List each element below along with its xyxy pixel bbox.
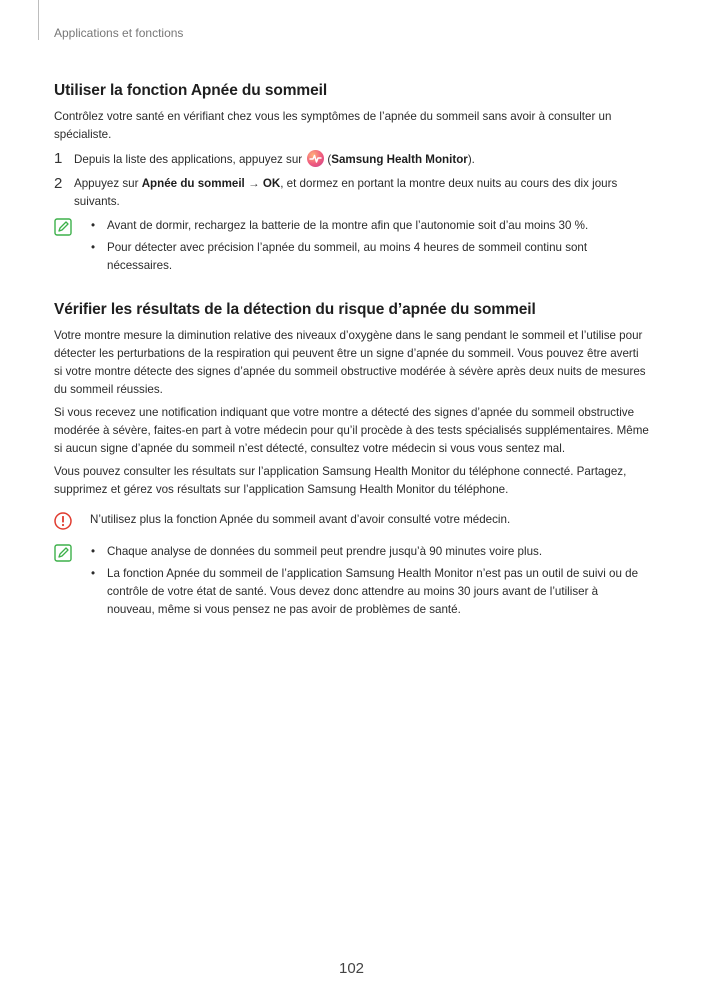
list-item: • Pour détecter avec précision l’apnée du sommeil, au moins 4 heures de sommeil continu sont nécessaires. [90,239,649,275]
step-2-text-pre: Appuyez sur [74,177,139,190]
action-sleep-apnea: Apnée du sommeil [141,177,245,190]
page-number: 102 [338,960,365,977]
step-2-text-post: , et dormez en portant la montre deux nuits au cours des dix jours suivants. [74,177,618,208]
step-1-text-post: ). [467,153,475,166]
step-number: 1 [54,150,63,167]
note-list [90,217,649,279]
arrow-icon: → [248,177,260,190]
samsung-health-monitor-icon [307,150,324,167]
results-paragraph-2: Si vous recevez une notification indiquant que votre montre a détecté des signes d’apnée du sommeil obstructive modérée à sévère, faites-en part à votre médecin pour qu’il procède à des tests spécialisés supplémentaires. Même si aucun signe d’apnée du sommeil n’est détecté, consultez votre médecin si vous vous sentez mal. [54,406,649,455]
note-block-2 [54,543,649,623]
step-2 [54,175,649,211]
note-pencil-icon [54,543,90,623]
note-pencil-icon [54,217,90,279]
page-content [54,82,649,627]
action-ok: OK [262,177,281,190]
step-text [74,175,649,211]
step-1-text-pre: Depuis la liste des applications, appuyez sur [74,153,303,166]
note-block-1 [54,217,649,279]
list-item: • Avant de dormir, rechargez la batterie de la montre afin que l’autonomie soit d’au moins 30 %. [90,217,649,235]
header-divider [38,0,39,40]
section-title-results: Vérifier les résultats de la détection du risque d’apnée du sommeil [54,301,536,318]
warning-exclamation-icon [54,511,90,535]
intro-paragraph: Contrôlez votre santé en vérifiant chez vous les symptômes de l’apnée du sommeil sans avoir à consulter un spécialiste. [54,110,612,141]
app-name: Samsung Health Monitor [331,153,468,166]
section-title-sleep-apnea: Utiliser la fonction Apnée du sommeil [54,82,328,99]
warning-block [54,511,649,535]
step-1 [54,150,649,169]
step-number: 2 [54,175,63,192]
note-list [90,543,649,623]
section-header: Applications et fonctions [54,26,184,40]
step-text [74,150,649,169]
list-item: • La fonction Apnée du sommeil de l’application Samsung Health Monitor n’est pas un outil de suivi ou de contrôle de votre état de santé. Vous devez donc attendre au moins 30 jours avant de l’utiliser à nouveau, même si vous pensez ne pas avoir de problèmes de santé. [90,565,649,619]
list-item: • Chaque analyse de données du sommeil peut prendre jusqu’à 90 minutes voire plus. [90,543,649,561]
step-1-paren: ( [327,153,332,166]
warning-text: N’utilisez plus la fonction Apnée du sommeil avant d’avoir consulté votre médecin. [90,513,511,526]
results-paragraph-1: Votre montre mesure la diminution relative des niveaux d’oxygène dans le sang pendant le sommeil et l’utilise pour détecter les perturbations de la respiration qui peuvent être un signe d’apnée du sommeil. Vous pouvez être averti si votre montre détecte des signes d’apnée du sommeil obstructive modérée à sévère après deux nuits de mesures du sommeil réussies. [54,329,646,396]
results-paragraph-3: Vous pouvez consulter les résultats sur l’application Samsung Health Monitor du téléphone connecté. Partagez, supprimez et gérez vos résultats sur l’application Samsung Health Monitor du téléphone. [54,465,627,496]
